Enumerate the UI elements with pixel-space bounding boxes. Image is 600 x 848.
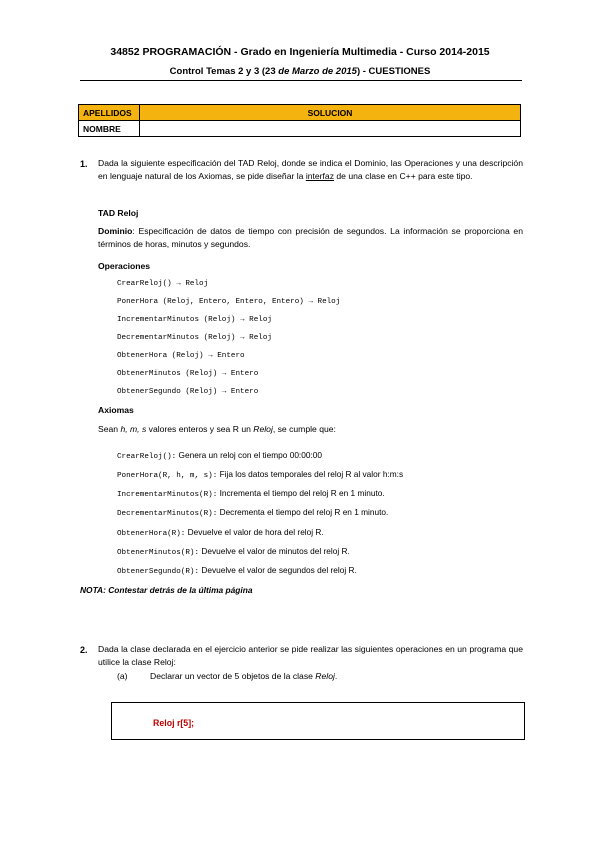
axiom-code: DecrementarMinutos(R): xyxy=(117,510,218,518)
answer-text: Reloj r[5]; xyxy=(153,718,195,728)
axiom-text: Fija los datos temporales del reloj R al valor h:m:s xyxy=(217,469,404,479)
axiom-text: Devuelve el valor de hora del reloj R. xyxy=(185,527,324,537)
question-1-number: 1. xyxy=(80,159,88,169)
nota-text xyxy=(80,585,253,595)
axiom-code: PonerHora(R, h, m, s): xyxy=(117,472,218,480)
student-info-table xyxy=(78,104,521,137)
axiom-text: Genera un reloj con el tiempo 00:00:00 xyxy=(176,450,323,460)
apellidos-field[interactable]: SOLUCION xyxy=(140,105,521,121)
document-subtitle xyxy=(0,66,600,77)
axiom-code: CrearReloj(): xyxy=(117,453,177,461)
dominio-text: : Especificación de datos de tiempo con precisión de segundos. La información se proporciona en términos de horas, minutos y segundos. xyxy=(98,226,523,249)
nombre-label: NOMBRE xyxy=(79,121,140,137)
operation-item: ObtenerMinutos (Reloj) → Entero xyxy=(117,370,259,378)
question-2a-text xyxy=(150,670,337,683)
question-1-intro xyxy=(98,157,523,183)
question-2a-label: (a) xyxy=(117,671,128,681)
axiomas-intro xyxy=(98,423,336,436)
dominio-label: Dominio xyxy=(98,226,133,236)
axiom-item xyxy=(117,469,403,480)
axiom-text: Devuelve el valor de minutos del reloj R. xyxy=(199,546,350,556)
q2a-text-italic: Reloj xyxy=(315,671,335,681)
document-title: 34852 PROGRAMACIÓN - Grado en Ingeniería Multimedia - Curso 2014-2015 xyxy=(110,46,490,58)
subtitle-post: ) - CUESTIONES xyxy=(356,66,431,77)
apellidos-row xyxy=(79,105,521,121)
question-2-intro: Dada la clase declarada en el ejercicio anterior se pide realizar las siguientes operaciones en un programa que utilice la clase Reloj: xyxy=(98,644,523,667)
operaciones-title: Operaciones xyxy=(98,261,151,271)
operation-item: PonerHora (Reloj, Entero, Entero, Entero) → Reloj xyxy=(117,298,341,306)
axiom-code: IncrementarMinutos(R): xyxy=(117,491,218,499)
axiomas-intro-text: Sean xyxy=(98,424,121,434)
axiom-text: Incrementa el tiempo del reloj R en 1 minuto. xyxy=(217,488,385,498)
axiomas-type: Reloj xyxy=(253,424,273,434)
q2a-text-pre: Declarar un vector de 5 objetos de la clase xyxy=(150,671,316,681)
q1-intro-tail: de una clase en C++ para este tipo. xyxy=(334,171,473,181)
operation-item: ObtenerSegundo (Reloj) → Entero xyxy=(117,388,259,396)
q2a-text-post: . xyxy=(334,671,338,681)
axiom-code: ObtenerSegundo(R): xyxy=(117,568,200,576)
axiom-item xyxy=(117,527,324,538)
q1-intro-underlined: interfaz xyxy=(305,171,335,181)
question-2-number: 2. xyxy=(80,645,88,655)
nota-label: NOTA xyxy=(80,585,104,595)
axiomas-title: Axiomas xyxy=(98,405,134,415)
apellidos-label: APELLIDOS xyxy=(79,105,140,121)
axiom-item xyxy=(117,507,388,518)
subtitle-date: de Marzo de 2015 xyxy=(278,66,357,77)
axiom-code: ObtenerMinutos(R): xyxy=(117,549,200,557)
operation-item: ObtenerHora (Reloj) → Entero xyxy=(117,352,245,360)
nombre-field[interactable] xyxy=(140,121,521,137)
axiom-code: ObtenerHora(R): xyxy=(117,530,186,538)
nota-body: : Contestar detrás de la última página xyxy=(103,585,253,595)
operation-item: IncrementarMinutos (Reloj) → Reloj xyxy=(117,316,272,324)
axiom-text: Decrementa el tiempo del reloj R en 1 minuto. xyxy=(217,507,389,517)
operation-item: DecrementarMinutos (Reloj) → Reloj xyxy=(117,334,272,342)
operation-item: CrearReloj() → Reloj xyxy=(117,280,209,288)
axiomas-intro-mid: valores enteros y sea R un xyxy=(146,424,254,434)
axiomas-vars: h, m, s xyxy=(120,424,147,434)
axiomas-intro-tail: , se cumple que: xyxy=(272,424,336,434)
axiom-item xyxy=(117,546,350,557)
nombre-row xyxy=(79,121,521,137)
axiom-text: Devuelve el valor de segundos del reloj R. xyxy=(199,565,357,575)
subtitle-pre: Control Temas 2 y 3 (23 xyxy=(169,66,279,77)
dominio-paragraph xyxy=(98,225,523,251)
tad-title: TAD Reloj xyxy=(98,208,139,218)
header-divider xyxy=(80,80,522,81)
axiom-item xyxy=(117,565,357,576)
q1-intro-text: Dada la siguiente especificación del TAD Reloj, donde se indica el Dominio, las Operaciones y una descripción en lenguaje natural de los Axiomas, se pide diseñar la xyxy=(98,158,523,181)
axiom-item xyxy=(117,488,385,499)
axiom-item xyxy=(117,450,322,461)
